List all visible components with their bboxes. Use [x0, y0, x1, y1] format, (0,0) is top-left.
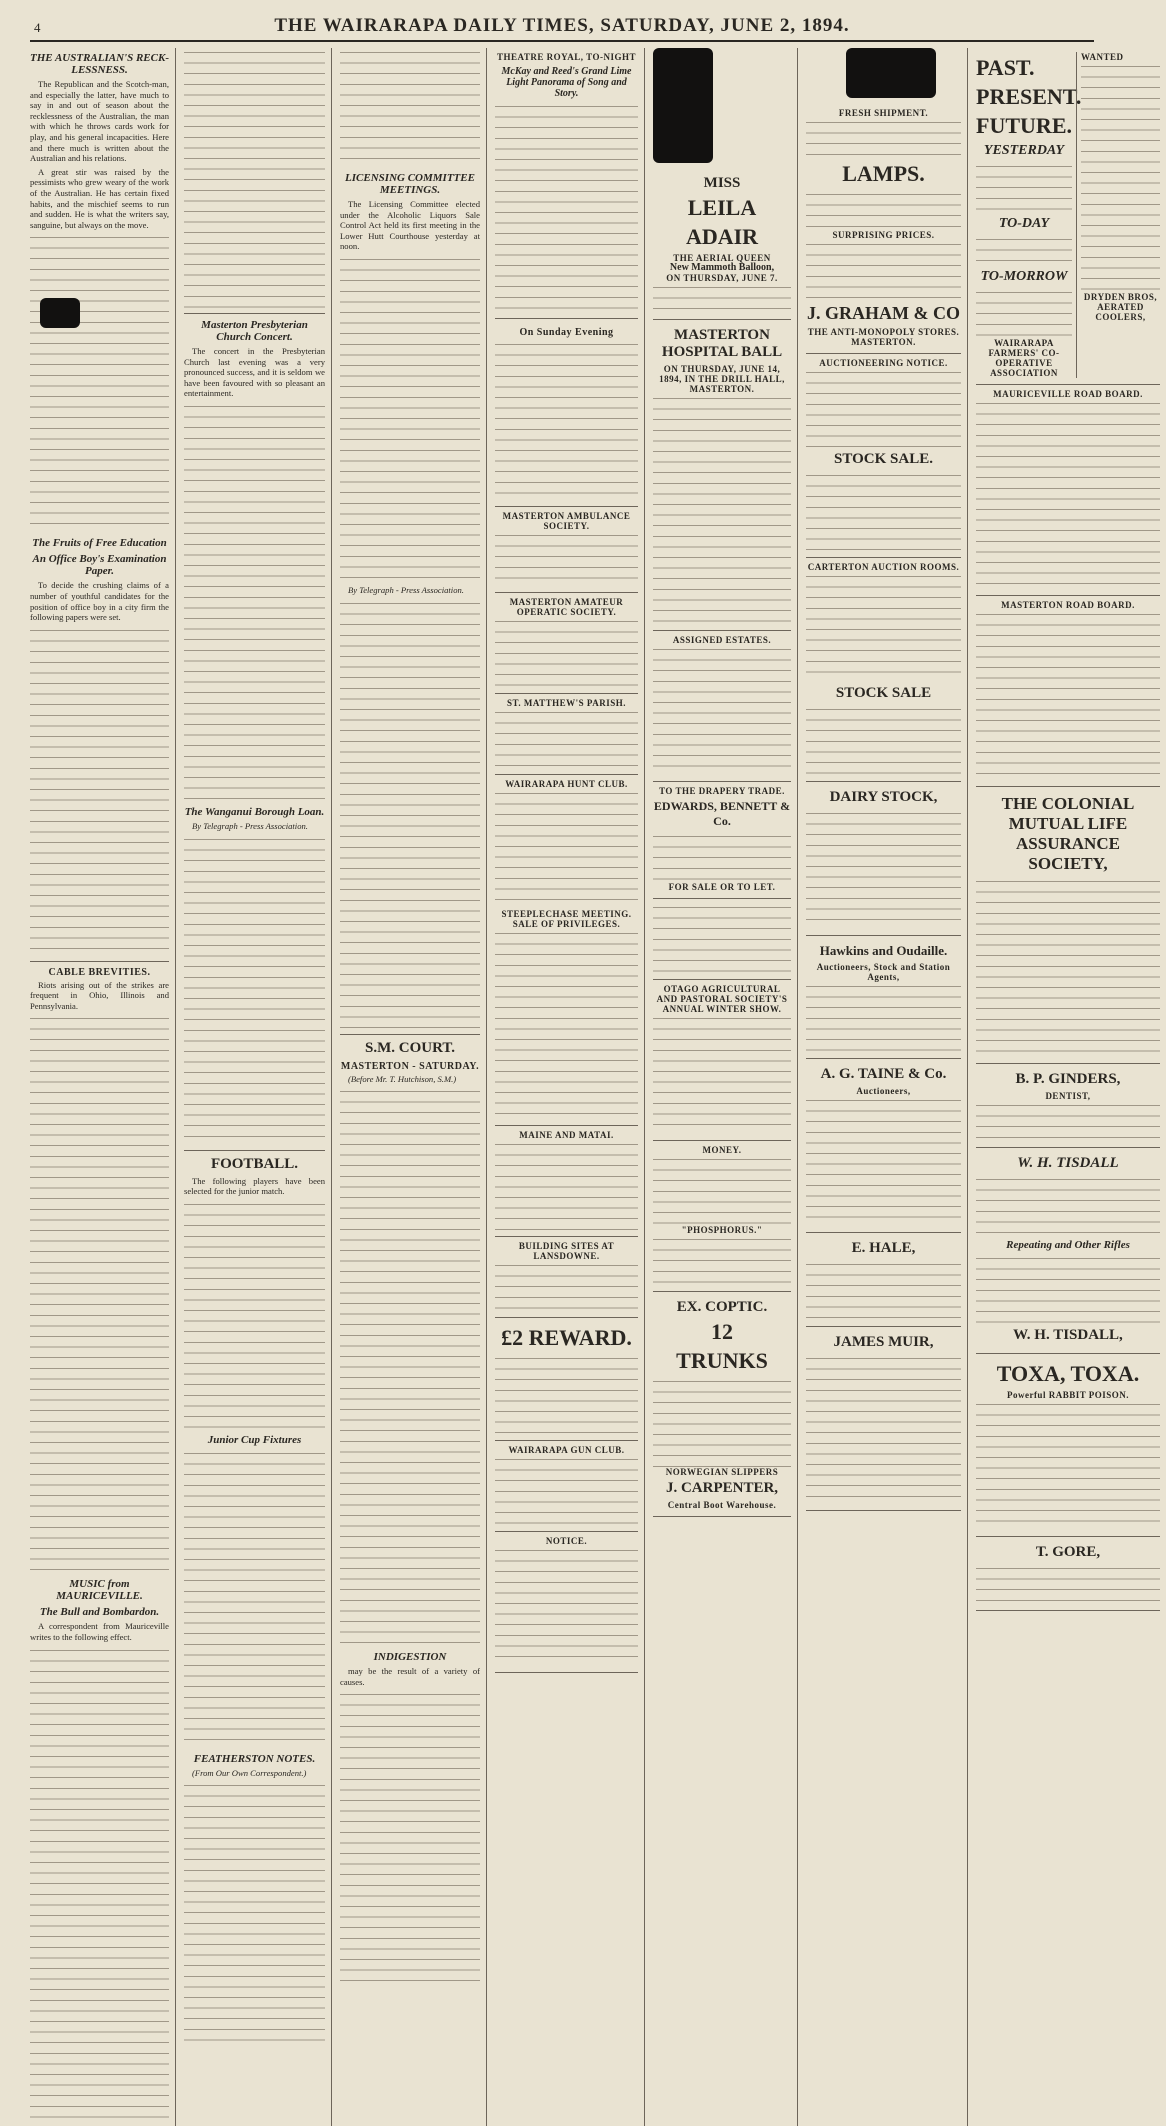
- ad-text: Powerful RABBIT POISON.: [1006, 1390, 1130, 1400]
- ad-body: [806, 809, 961, 929]
- advertisement: [976, 52, 1082, 378]
- article-paragraph: The concert in the Presbyterian Church last evening was a very pronounced success, and it is seldom we have been favoured with so pleasant an entertainment.: [184, 346, 325, 399]
- ad-body: [976, 1254, 1160, 1324]
- body-text-block: [184, 835, 325, 1145]
- ad-text: Central Boot Warehouse.: [667, 1500, 777, 1511]
- advertisement: [495, 319, 638, 507]
- ad-heading: TO-MORROW: [980, 269, 1068, 284]
- ad-body: [653, 645, 791, 775]
- ad-body: [976, 288, 1072, 338]
- ad-body: [1081, 62, 1160, 292]
- article-paragraph: The Republican and the Scotch-man, and especially the latter, have much to say in and out of season about the recklessness of the Australian, the man with which he throws cards work for play, and his general incapacities. Here and there much is written about the Australian and his relations.: [30, 79, 169, 164]
- ad-text: AERATED COOLERS,: [1095, 302, 1146, 322]
- article-heading: Masterton Presbyterian Church Concert.: [201, 319, 308, 343]
- ad-heading: OTAGO AGRICULTURAL AND PASTORAL SOCIETY'S ANNUAL WINTER SHOW.: [656, 984, 788, 1015]
- body-text-block: [184, 402, 325, 802]
- ad-heading: W. H. TISDALL,: [1013, 1327, 1123, 1343]
- ad-heading: SALE OF PRIVILEGES.: [512, 919, 621, 929]
- ad-body: [976, 1400, 1160, 1530]
- article-paragraph: By Telegraph - Press Association.: [192, 820, 308, 831]
- article-paragraph: The following players have been selected for the junior match.: [184, 1175, 325, 1197]
- article-heading: CABLE BREVITIES.: [48, 966, 151, 978]
- ad-text: Auctioneers,: [856, 1086, 911, 1096]
- advertisement: [495, 48, 638, 319]
- body-text-block: [30, 1014, 169, 1574]
- advertisement: [976, 385, 1160, 596]
- ad-text: WAIRARAPA FARMERS' CO-OPERATIVE ASSOCIATION: [988, 338, 1060, 378]
- column-1: [30, 48, 176, 2126]
- advertisement: [976, 787, 1160, 1064]
- ad-heading: STOCK SALE: [835, 685, 932, 701]
- ad-body: [806, 1260, 961, 1320]
- page-number: 4: [34, 20, 41, 35]
- ink-blot: [846, 48, 936, 98]
- ad-body: [653, 1155, 791, 1225]
- advertisement: [653, 631, 791, 782]
- ink-blot: [40, 298, 80, 328]
- advertisement: [806, 354, 961, 558]
- ad-heading: EX. COPTIC.: [676, 1299, 768, 1316]
- body-text-block: [340, 1690, 480, 1990]
- ad-body: [806, 240, 961, 300]
- ad-body: [653, 1235, 791, 1285]
- ad-body: [806, 471, 961, 551]
- ad-heading: AUCTIONEERING NOTICE.: [819, 358, 948, 368]
- column-4: [495, 48, 645, 2126]
- column-6: [806, 48, 968, 2126]
- ad-heading: LAMPS.: [842, 161, 925, 186]
- article-heading: The Wanganui Borough Loan.: [184, 805, 325, 818]
- ad-heading: MASTERTON AMBULANCE SOCIETY.: [502, 511, 631, 531]
- advertisement-pair: [976, 48, 1160, 385]
- advertisement: [806, 104, 961, 354]
- advertisement: [495, 1318, 638, 1441]
- ad-heading: MISS: [703, 175, 741, 191]
- advertisement: [495, 1126, 638, 1237]
- ad-body: [653, 832, 791, 882]
- ad-heading: PRESENT.: [976, 84, 1082, 109]
- ad-heading: MAINE AND MATAI.: [519, 1130, 614, 1140]
- ad-body: [495, 531, 638, 586]
- ad-body: [806, 982, 961, 1052]
- article-heading: The Fruits of Free Education: [32, 537, 167, 550]
- ad-body: [806, 118, 961, 158]
- advertisement: [806, 782, 961, 936]
- ad-body: [976, 1101, 1160, 1141]
- advertisement: [495, 1532, 638, 1673]
- ad-body: [976, 1564, 1160, 1604]
- article-subheading: The Bull and Bombardon.: [39, 1606, 160, 1619]
- ad-text: New Mammoth Balloon,: [669, 262, 775, 273]
- ad-heading: Repeating and Other Rifles: [1006, 1239, 1130, 1251]
- ad-text: DENTIST,: [1045, 1091, 1091, 1101]
- ad-heading: ST. MATTHEW'S PARISH.: [506, 698, 627, 708]
- ad-heading: J. CARPENTER,: [665, 1480, 779, 1497]
- ad-body: [495, 340, 638, 500]
- advertisement: [495, 694, 638, 775]
- advertisement: [1076, 52, 1160, 378]
- ad-heading: On Sunday Evening: [519, 327, 614, 338]
- article-paragraph: Riots arising out of the strikes are frequent in Ohio, Illinois and Pennsylvania.: [30, 979, 169, 1011]
- article-paragraph: To decide the crushing claims of a number of youthful candidates for the position of office boy in a city firm the following papers were set.: [30, 580, 169, 623]
- advertisement: [653, 1141, 791, 1292]
- ad-body: [495, 929, 638, 1119]
- ad-heading: ASSIGNED ESTATES.: [672, 635, 772, 646]
- ad-body: [806, 1096, 961, 1226]
- advertisement: [495, 507, 638, 593]
- article-paragraph: (From Our Own Correspondent.): [192, 1767, 307, 1778]
- body-text-block: [184, 1200, 325, 1430]
- ad-heading: TOXA, TOXA.: [996, 1361, 1140, 1386]
- ad-body: [653, 394, 791, 624]
- ad-text: Auctioneers, Stock and Station Agents,: [816, 962, 951, 982]
- advertisement: [495, 1237, 638, 1318]
- ad-heading: FUTURE.: [976, 113, 1072, 138]
- article-heading: MUSIC from MAURICEVILLE.: [56, 1578, 143, 1603]
- ad-heading: EDWARDS, BENNETT & Co.: [653, 799, 791, 829]
- advertisement: [806, 936, 961, 1059]
- ad-heading: WANTED: [1081, 52, 1124, 62]
- article-heading: FEATHERSTON NOTES.: [193, 1752, 316, 1765]
- masthead: [30, 14, 1094, 42]
- advertisement: [976, 1537, 1160, 1611]
- body-text-block: [184, 1781, 325, 2041]
- article-paragraph: A great stir was raised by the pessimists who grew weary of the work of the Australian. He has certain fixed habits, and the mischief seems to run and sudden. He is what the writers say, sanguine, but always on the move.: [30, 166, 169, 230]
- ad-body: [495, 102, 638, 312]
- ad-heading: T. GORE,: [1035, 1544, 1101, 1560]
- body-text-block: [184, 1449, 325, 1749]
- ad-heading: STOCK SALE.: [834, 451, 933, 467]
- ad-heading: PAST.: [976, 55, 1035, 80]
- ad-heading: JAMES MUIR,: [833, 1334, 934, 1350]
- ad-heading: W. H. TISDALL: [1017, 1155, 1119, 1171]
- ad-heading: "PHOSPHORUS.": [681, 1225, 763, 1236]
- advertisement: [976, 1354, 1160, 1537]
- ad-heading: MASTERTON HOSPITAL BALL: [661, 327, 783, 361]
- ad-text: SURPRISING PRICES.: [832, 230, 935, 240]
- article-heading: FOOTBALL.: [210, 1155, 299, 1172]
- ad-body: [653, 1014, 791, 1134]
- ad-text: ON THURSDAY, JUNE 14, 1894, IN THE DRILL HALL, MASTERTON.: [659, 364, 785, 395]
- article-paragraph: The Licensing Committee elected under the Alcoholic Liquors Sale Control Act held its first meeting in the Lower Hutt Courthouse yesterday at noon.: [340, 199, 480, 252]
- body-text-block: [340, 48, 480, 168]
- advertisement: [653, 899, 791, 980]
- ad-heading: WAIRARAPA GUN CLUB.: [508, 1445, 625, 1455]
- ad-heading: J. GRAHAM & CO: [807, 303, 960, 323]
- ad-heading: Hawkins and Oudaille.: [819, 943, 948, 958]
- article-heading: LICENSING COMMITTEE MEETINGS.: [345, 172, 475, 196]
- advertisement: [976, 1148, 1160, 1354]
- body-text-block: [30, 233, 169, 533]
- ad-body: [495, 1455, 638, 1525]
- ad-heading: DAIRY STOCK,: [829, 789, 938, 805]
- columns: [30, 48, 1158, 2043]
- advertisement: [495, 775, 638, 1126]
- body-text-block: [340, 599, 480, 1029]
- ad-text: MASTERTON.: [851, 337, 916, 347]
- advertisement: [976, 1064, 1160, 1148]
- ad-body: [653, 903, 791, 973]
- ad-text: ON THURSDAY, JUNE 7.: [666, 273, 778, 284]
- article-heading: Junior Cup Fixtures: [207, 1433, 302, 1446]
- ad-body: [495, 1140, 638, 1230]
- ad-heading: TO THE DRAPERY TRADE.: [659, 786, 785, 797]
- body-text-block: [340, 255, 480, 585]
- ad-heading: MASTERTON AMATEUR OPERATIC SOCIETY.: [509, 597, 624, 617]
- ad-heading: FRESH SHIPMENT.: [838, 108, 929, 118]
- article-heading: INDIGESTION: [373, 1651, 447, 1664]
- article-paragraph: A correspondent from Mauriceville writes to the following effect.: [30, 1621, 169, 1643]
- ad-heading: FOR SALE OR TO LET.: [668, 882, 776, 893]
- column-7: [976, 48, 1166, 2126]
- advertisement: [976, 596, 1160, 787]
- advertisement: [653, 168, 791, 320]
- advertisement: [495, 1441, 638, 1532]
- ad-body: [976, 399, 1160, 589]
- ad-heading: NOTICE.: [545, 1536, 588, 1546]
- advertisement: [806, 558, 961, 782]
- ad-text: THE ANTI-MONOPOLY STORES.: [807, 327, 960, 337]
- ad-body: [976, 877, 1160, 1057]
- ad-body: [976, 235, 1072, 265]
- advertisement: [806, 1059, 961, 1233]
- ad-text: McKay and Reed's Grand Lime Light Panorama of Song and Story.: [501, 66, 632, 99]
- ad-heading: B. P. GINDERS,: [1015, 1071, 1121, 1087]
- ad-heading: DRYDEN BROS,: [1083, 292, 1158, 302]
- ink-blot: [653, 48, 713, 163]
- ad-body: [653, 283, 791, 313]
- column-5: [653, 48, 798, 2126]
- ad-heading: TRUNKS: [676, 1348, 768, 1374]
- advertisement: [653, 782, 791, 899]
- ad-heading: A. G. TAINE & Co.: [820, 1066, 947, 1082]
- article-heading: S.M. COURT.: [364, 1039, 456, 1056]
- ad-heading: THE COLONIAL MUTUAL LIFE ASSURANCE SOCIETY,: [1001, 794, 1135, 873]
- ad-heading: MAURICEVILLE ROAD BOARD.: [993, 389, 1143, 399]
- ad-heading: E. HALE,: [851, 1240, 916, 1256]
- ad-body: [495, 1354, 638, 1434]
- ad-heading: CARTERTON AUCTION ROOMS.: [807, 562, 960, 572]
- advertisement: [806, 1327, 961, 1511]
- ad-body: [806, 705, 961, 775]
- ad-heading: MONEY.: [702, 1145, 742, 1156]
- ad-body: [806, 572, 961, 682]
- ad-heading: THEATRE ROYAL, TO-NIGHT: [497, 52, 636, 62]
- ad-text: NORWEGIAN SLIPPERS: [665, 1467, 779, 1478]
- advertisement: [653, 980, 791, 1141]
- ad-text: THE AERIAL QUEEN: [673, 253, 771, 263]
- ad-heading: TO-DAY: [998, 216, 1050, 231]
- ad-body: [495, 1546, 638, 1666]
- ad-heading: BUILDING SITES AT LANSDOWNE.: [518, 1241, 615, 1261]
- article-paragraph: may be the result of a variety of causes.: [340, 1666, 480, 1687]
- advertisement: [653, 1292, 791, 1517]
- article-subheading: MASTERTON - SATURDAY.: [340, 1060, 480, 1072]
- ad-body: [976, 162, 1072, 212]
- ad-heading: YESTERDAY: [983, 143, 1065, 158]
- article-paragraph: (Before Mr. T. Hutchison, S.M.): [348, 1073, 457, 1084]
- body-text-block: [30, 1646, 169, 2126]
- article-paragraph: By Telegraph - Press Association.: [348, 584, 464, 595]
- ad-body: [495, 1261, 638, 1311]
- ad-body: [495, 708, 638, 768]
- ad-body: [495, 617, 638, 687]
- ad-body: [495, 789, 638, 909]
- ad-heading: ADAIR: [685, 224, 759, 249]
- body-text-block: [30, 626, 169, 956]
- advertisement: [653, 320, 791, 631]
- ad-heading: STEEPLECHASE MEETING.: [501, 909, 632, 919]
- advertisement: [495, 593, 638, 694]
- ad-heading: MASTERTON ROAD BOARD.: [1001, 600, 1135, 610]
- ad-body: [806, 368, 961, 448]
- body-text-block: [340, 1087, 480, 1647]
- column-2: [184, 48, 332, 2126]
- body-text-block: [184, 48, 325, 308]
- ad-body: [806, 1354, 961, 1504]
- ad-heading: £2 REWARD.: [501, 1325, 632, 1350]
- article-subheading: An Office Boy's Examination Paper.: [32, 553, 167, 578]
- ad-heading: WAIRARAPA HUNT CLUB.: [505, 779, 628, 789]
- column-3: [340, 48, 487, 2126]
- ad-heading: LEILA: [687, 195, 757, 220]
- ad-body: [976, 1175, 1160, 1235]
- ad-body: [806, 190, 961, 230]
- article-heading: THE AUSTRALIAN'S RECK-LESSNESS.: [30, 52, 169, 76]
- advertisement: [806, 1233, 961, 1327]
- ad-heading: 12: [711, 1319, 733, 1345]
- newspaper-title: THE WAIRARAPA DAILY TIMES, SATURDAY, JUNE 2, 1894.: [274, 15, 850, 36]
- ad-body: [653, 1377, 791, 1467]
- ad-body: [976, 610, 1160, 780]
